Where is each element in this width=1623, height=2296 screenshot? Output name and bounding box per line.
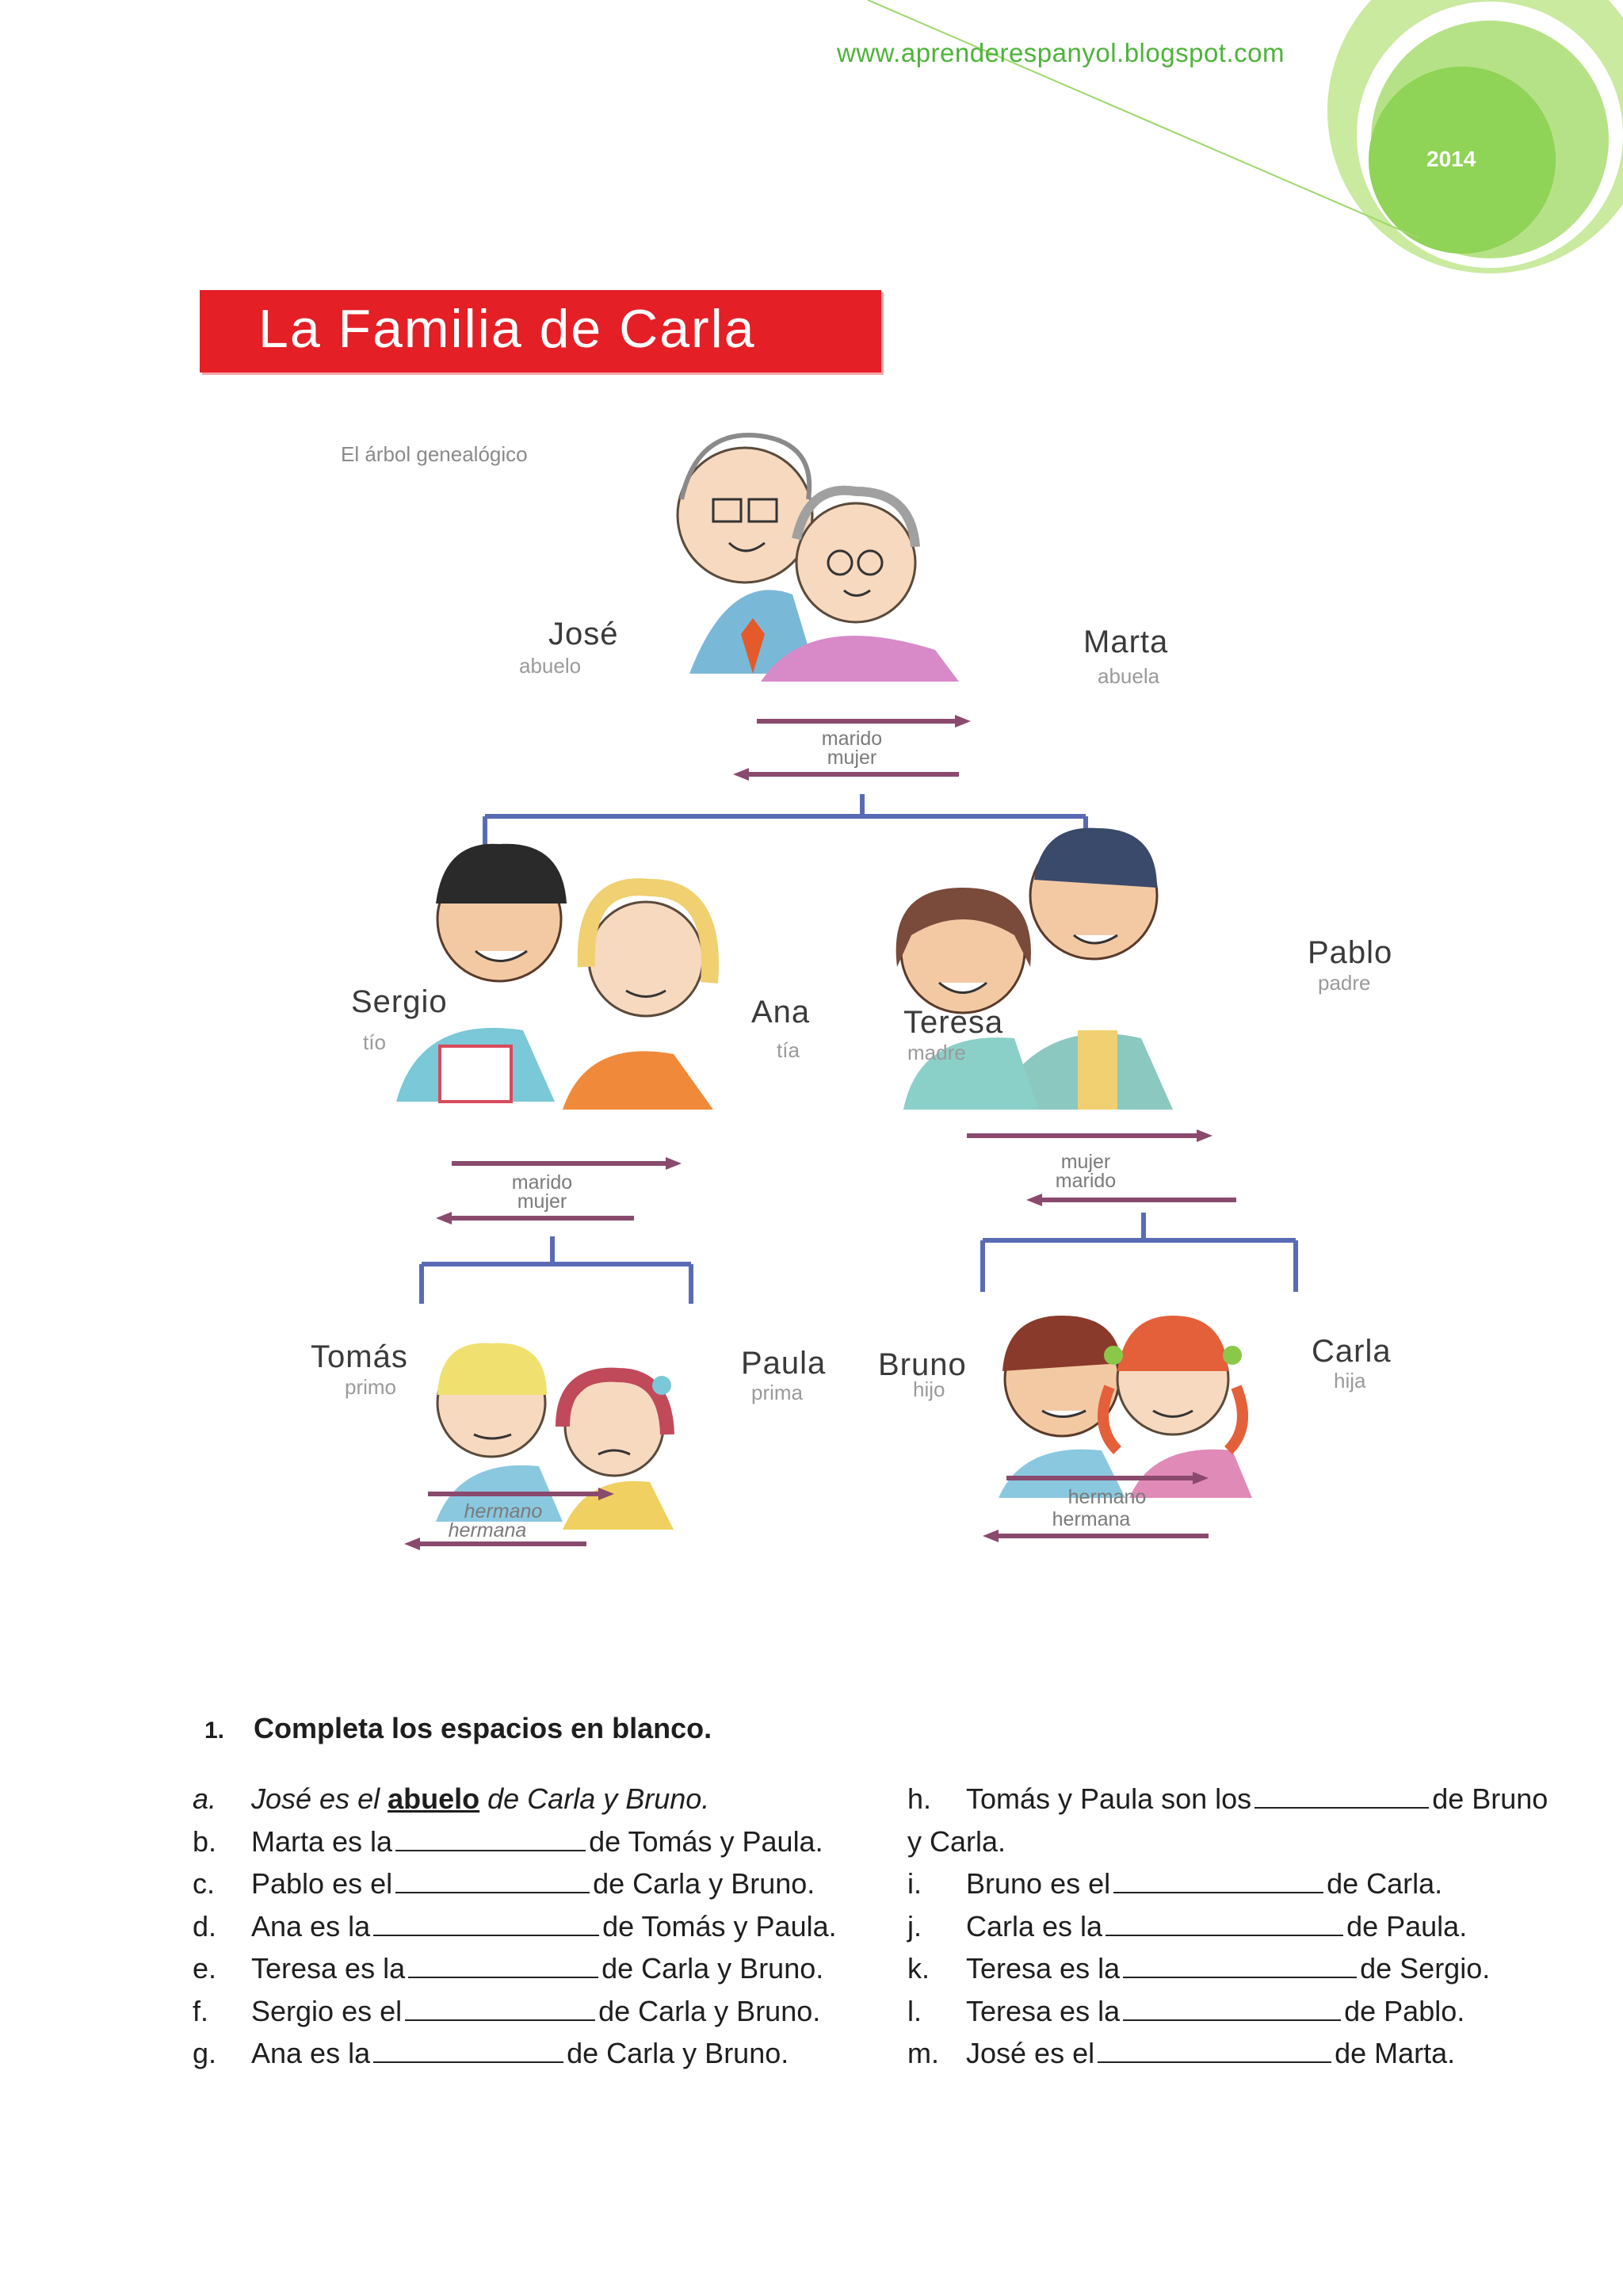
item-text-after: de Marta. bbox=[1335, 2037, 1456, 2069]
year-label: 2014 bbox=[1426, 147, 1476, 171]
exercise-item-e bbox=[193, 1947, 827, 1990]
relation-label-bottom: mujer bbox=[517, 1190, 567, 1213]
item-text-after: de Tomás y Paula. bbox=[602, 1909, 837, 1943]
item-letter: a. bbox=[193, 1782, 217, 1815]
item-text-after: de Carla y Bruno. bbox=[598, 1994, 821, 2027]
item-text-after: de Carla y Bruno. bbox=[593, 1867, 815, 1900]
exercise-item-j bbox=[907, 1905, 1557, 1948]
item-text-before: Ana es la bbox=[251, 2037, 371, 2069]
answer-blank[interactable] bbox=[1098, 2033, 1331, 2063]
item-text-before: Teresa es la bbox=[966, 1994, 1121, 2027]
exercise-item-g bbox=[193, 2032, 827, 2075]
relation-label-top: hermano bbox=[464, 1500, 543, 1522]
exercise-item-i bbox=[907, 1862, 1557, 1905]
item-letter: d. bbox=[193, 1909, 217, 1943]
item-text-before: Teresa es la bbox=[251, 1952, 406, 1985]
relation-label-top: hermano bbox=[1067, 1486, 1147, 1508]
answer-blank[interactable] bbox=[1123, 1948, 1357, 1978]
exercise-column-left bbox=[193, 1778, 837, 2075]
role-marta: abuela bbox=[1098, 664, 1160, 688]
answer-blank[interactable] bbox=[1113, 1863, 1323, 1893]
relation-label-bottom: hermana bbox=[448, 1519, 527, 1541]
item-text-before: José es el bbox=[251, 1782, 380, 1815]
teresa-pablo-illustration bbox=[896, 828, 1173, 1110]
role-jose: abuelo bbox=[519, 654, 582, 678]
exercise-item-c bbox=[193, 1862, 827, 1905]
item-text-before: Bruno es el bbox=[966, 1867, 1111, 1900]
item-letter: b. bbox=[193, 1824, 217, 1858]
exercise-number: 1. bbox=[204, 1717, 225, 1744]
item-letter: i. bbox=[907, 1867, 922, 1900]
name-paula: Paula bbox=[741, 1346, 827, 1381]
answer-blank[interactable] bbox=[408, 1948, 598, 1978]
name-marta: Marta bbox=[1083, 625, 1169, 659]
answer-blank[interactable] bbox=[1254, 1778, 1429, 1809]
answer-blank[interactable] bbox=[1106, 1906, 1343, 1936]
exercise-item-m bbox=[907, 2032, 1557, 2075]
item-text-before: Pablo es el bbox=[251, 1867, 393, 1900]
role-tomas: primo bbox=[345, 1375, 397, 1399]
answer-blank[interactable] bbox=[405, 1991, 595, 2021]
item-text-after: de Tomás y Paula. bbox=[589, 1824, 823, 1858]
item-text-after: de Carla y Bruno. bbox=[601, 1952, 824, 1985]
exercise-item-l bbox=[907, 1990, 1557, 2033]
item-answer: abuelo bbox=[388, 1782, 480, 1815]
answer-blank[interactable] bbox=[373, 2033, 563, 2063]
tree-caption: El árbol genealógico bbox=[341, 442, 528, 466]
name-teresa: Teresa bbox=[903, 1005, 1004, 1040]
answer-blank[interactable] bbox=[1123, 1991, 1341, 2021]
role-carla: hija bbox=[1334, 1369, 1366, 1392]
name-pablo: Pablo bbox=[1308, 935, 1393, 970]
relation-label-top: mujer bbox=[1060, 1151, 1111, 1173]
exercise-item-h-continuation bbox=[907, 1820, 1557, 1863]
bruno-carla-illustration bbox=[999, 1316, 1252, 1498]
item-text-before: Ana es la bbox=[251, 1909, 371, 1943]
item-text-before: Tomás y Paula son los bbox=[966, 1782, 1252, 1815]
item-letter: g. bbox=[193, 2037, 217, 2069]
name-jose: José bbox=[548, 617, 619, 651]
exercise-item-k bbox=[907, 1947, 1557, 1990]
connector-gen3 bbox=[422, 1213, 1296, 1304]
answer-blank[interactable] bbox=[395, 1863, 590, 1893]
exercise-title bbox=[204, 1712, 712, 1745]
item-text-before: Teresa es la bbox=[966, 1952, 1121, 1985]
role-sergio: tío bbox=[363, 1030, 386, 1054]
item-text-after: de Pablo. bbox=[1344, 1994, 1465, 2027]
name-sergio: Sergio bbox=[351, 984, 448, 1019]
role-bruno: hijo bbox=[913, 1377, 945, 1401]
answer-blank[interactable] bbox=[395, 1821, 586, 1851]
connector-gen2 bbox=[485, 794, 1086, 852]
relation-label-top: marido bbox=[511, 1171, 573, 1194]
title-banner bbox=[200, 290, 881, 372]
family-tree bbox=[301, 412, 1411, 1553]
grandparents-illustration bbox=[678, 435, 959, 682]
item-text-before: José es el bbox=[966, 2037, 1095, 2069]
relation-label-top: marido bbox=[821, 728, 883, 750]
item-letter: l. bbox=[907, 1994, 922, 2027]
name-ana: Ana bbox=[751, 995, 811, 1030]
role-paula: prima bbox=[751, 1381, 804, 1404]
item-text-before: Sergio es el bbox=[251, 1994, 403, 2027]
role-pablo: padre bbox=[1318, 971, 1371, 995]
sergio-ana-illustration bbox=[396, 844, 713, 1110]
item-text-after: de Carla y Bruno. bbox=[487, 1782, 710, 1815]
page-title: La Familia de Carla bbox=[258, 299, 756, 359]
answer-blank[interactable] bbox=[373, 1906, 599, 1936]
item-continuation: y Carla. bbox=[907, 1824, 1006, 1858]
tree-illustration bbox=[301, 412, 1411, 1553]
role-ana: tía bbox=[777, 1038, 800, 1062]
exercise-column-right bbox=[907, 1778, 1557, 2075]
name-tomas: Tomás bbox=[311, 1339, 408, 1374]
item-text-after: de Carla y Bruno. bbox=[567, 2037, 789, 2069]
website-url[interactable]: www.aprenderespanyol.blogspot.com bbox=[837, 38, 1285, 67]
exercise-item-a bbox=[193, 1778, 827, 1820]
header-decoration bbox=[0, 0, 1623, 285]
exercise-item-f bbox=[193, 1990, 827, 2033]
item-text-before: Carla es la bbox=[966, 1909, 1103, 1943]
relation-label-bottom: marido bbox=[1055, 1170, 1117, 1192]
exercise-item-b bbox=[193, 1820, 827, 1863]
item-letter: f. bbox=[193, 1994, 209, 2027]
exercise-item-h bbox=[907, 1778, 1557, 1820]
name-bruno: Bruno bbox=[878, 1347, 967, 1382]
item-text-after: de Paula. bbox=[1346, 1909, 1468, 1943]
relation-label-bottom: mujer bbox=[827, 747, 877, 769]
exercise-item-d bbox=[193, 1905, 837, 1948]
item-letter: k. bbox=[907, 1952, 930, 1985]
name-carla: Carla bbox=[1312, 1334, 1392, 1369]
relation-label-bottom: hermana bbox=[1052, 1508, 1131, 1530]
item-letter: c. bbox=[193, 1867, 216, 1900]
item-text-after: de Sergio. bbox=[1360, 1952, 1491, 1985]
item-text-before: Marta es la bbox=[251, 1824, 393, 1858]
exercise-instruction: Completa los espacios en blanco. bbox=[254, 1712, 712, 1744]
item-letter: h. bbox=[907, 1782, 932, 1815]
item-letter: m. bbox=[907, 2037, 939, 2069]
item-letter: e. bbox=[193, 1952, 217, 1985]
role-teresa: madre bbox=[907, 1041, 966, 1064]
item-text-after: de Bruno bbox=[1432, 1782, 1549, 1815]
item-letter: j. bbox=[907, 1909, 922, 1943]
item-text-after: de Carla. bbox=[1327, 1867, 1443, 1900]
